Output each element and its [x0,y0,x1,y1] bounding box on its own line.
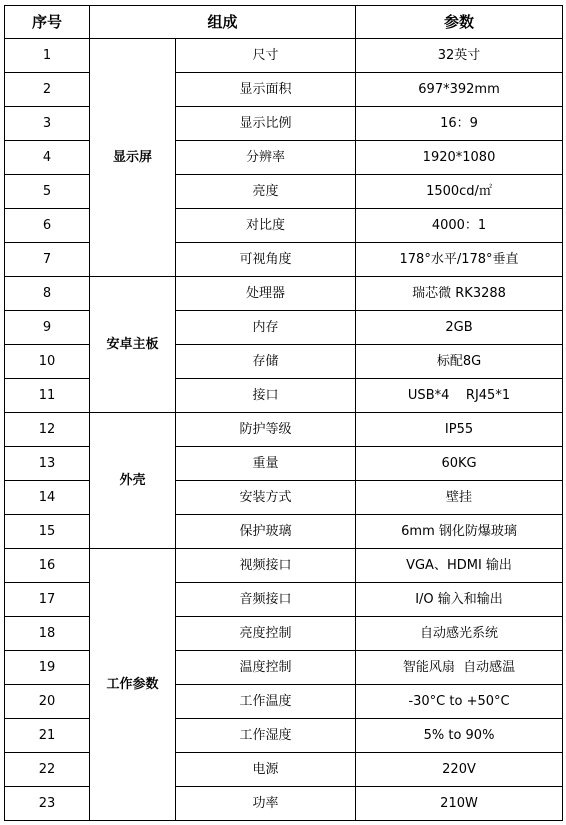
row-index: 1 [5,39,90,73]
group-label: 安卓主板 [90,277,176,413]
row-index: 7 [5,243,90,277]
item-label: 重量 [176,447,356,481]
row-index: 8 [5,277,90,311]
row-index: 13 [5,447,90,481]
item-label: 接口 [176,379,356,413]
item-value: 壁挂 [356,481,563,515]
row-index: 17 [5,583,90,617]
item-label: 对比度 [176,209,356,243]
row-index: 14 [5,481,90,515]
item-label: 尺寸 [176,39,356,73]
item-value: 瑞芯微 RK3288 [356,277,563,311]
row-index: 21 [5,719,90,753]
row-index: 15 [5,515,90,549]
item-value: -30°C to +50°C [356,685,563,719]
item-label: 温度控制 [176,651,356,685]
item-label: 防护等级 [176,413,356,447]
row-index: 12 [5,413,90,447]
row-index: 5 [5,175,90,209]
item-value: 2GB [356,311,563,345]
table-row [5,549,563,583]
item-value: 1920*1080 [356,141,563,175]
item-label: 电源 [176,753,356,787]
row-index: 11 [5,379,90,413]
table-row [5,141,563,175]
table-row [5,515,563,549]
table-row [5,583,563,617]
item-value: 220V [356,753,563,787]
header-row [5,6,563,39]
group-label: 外壳 [90,413,176,549]
row-index: 2 [5,73,90,107]
item-label: 音频接口 [176,583,356,617]
table-row [5,277,563,311]
item-value: 自动感光系统 [356,617,563,651]
item-label: 显示面积 [176,73,356,107]
item-value: IP55 [356,413,563,447]
item-value: 5% to 90% [356,719,563,753]
item-value: 智能风扇 自动感温 [356,651,563,685]
table-row [5,39,563,73]
item-label: 分辨率 [176,141,356,175]
row-index: 16 [5,549,90,583]
item-label: 工作温度 [176,685,356,719]
table-row [5,175,563,209]
item-label: 亮度控制 [176,617,356,651]
item-label: 显示比例 [176,107,356,141]
item-value: 1500cd/㎡ [356,175,563,209]
table-row [5,107,563,141]
item-label: 功率 [176,787,356,821]
item-value: 6mm 钢化防爆玻璃 [356,515,563,549]
item-value: 4000：1 [356,209,563,243]
item-value: VGA、HDMI 输出 [356,549,563,583]
table-row [5,753,563,787]
spec-table-body [5,39,563,821]
row-index: 22 [5,753,90,787]
table-row [5,481,563,515]
table-row [5,413,563,447]
item-value: 60KG [356,447,563,481]
item-label: 保护玻璃 [176,515,356,549]
table-row [5,447,563,481]
row-index: 18 [5,617,90,651]
item-value: USB*4 RJ45*1 [356,379,563,413]
item-value: 标配8G [356,345,563,379]
table-row [5,617,563,651]
item-value: 697*392mm [356,73,563,107]
row-index: 10 [5,345,90,379]
table-row [5,73,563,107]
row-index: 4 [5,141,90,175]
item-label: 可视角度 [176,243,356,277]
header-index: 序号 [5,6,90,39]
item-label: 工作湿度 [176,719,356,753]
item-label: 处理器 [176,277,356,311]
item-label: 存储 [176,345,356,379]
group-label: 工作参数 [90,549,176,821]
table-row [5,345,563,379]
item-label: 内存 [176,311,356,345]
table-row [5,311,563,345]
row-index: 9 [5,311,90,345]
table-row [5,787,563,821]
table-row [5,685,563,719]
table-row [5,651,563,685]
item-label: 视频接口 [176,549,356,583]
table-row [5,243,563,277]
table-row [5,209,563,243]
item-label: 安装方式 [176,481,356,515]
row-index: 23 [5,787,90,821]
item-value: I/O 输入和输出 [356,583,563,617]
spec-table [4,5,563,821]
item-value: 210W [356,787,563,821]
row-index: 19 [5,651,90,685]
group-label: 显示屏 [90,39,176,277]
item-label: 亮度 [176,175,356,209]
item-value: 16：9 [356,107,563,141]
header-params: 参数 [356,6,563,39]
item-value: 178°水平/178°垂直 [356,243,563,277]
header-composition: 组成 [90,6,356,39]
row-index: 3 [5,107,90,141]
item-value: 32英寸 [356,39,563,73]
row-index: 20 [5,685,90,719]
row-index: 6 [5,209,90,243]
table-row [5,379,563,413]
table-row [5,719,563,753]
